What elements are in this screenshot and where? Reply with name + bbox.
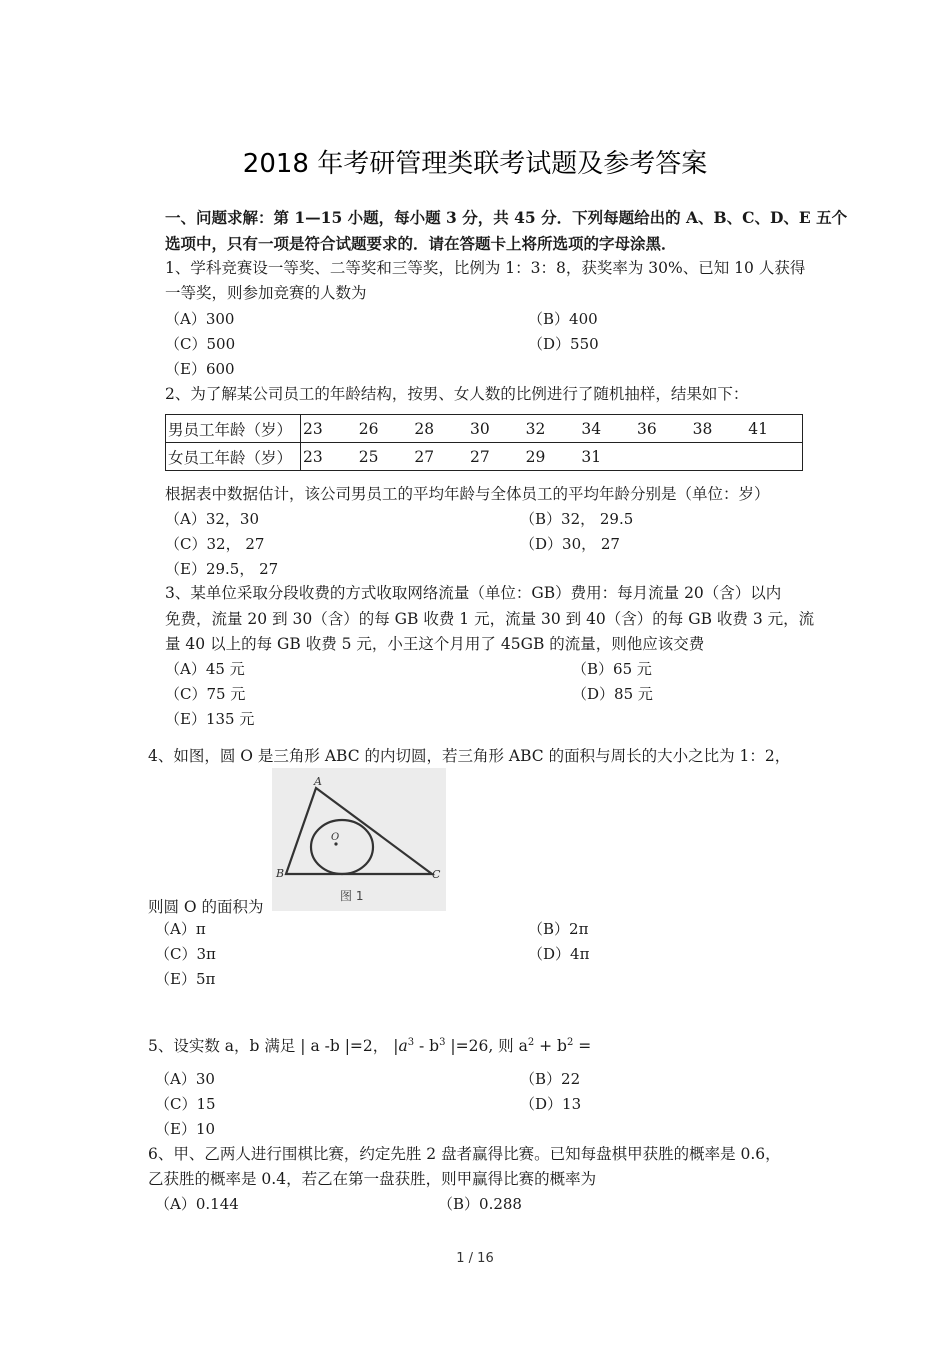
page-title: 2018 年考研管理类联考试题及参考答案 bbox=[242, 149, 708, 179]
q5-prefix: 5、设实数 a，b 满足 | a -b |=2， | bbox=[148, 1037, 399, 1056]
incircle-o bbox=[311, 820, 373, 874]
q5-exponent: 2 bbox=[566, 1037, 574, 1048]
q2-stem-line1: 2、为了解某公司员工的年龄结构，按男、女人数的比例进行了随机抽样，结果如下： bbox=[165, 385, 749, 403]
female-age-label: 女员工年龄（岁） bbox=[166, 443, 301, 471]
q3-stem-line1: 3、某单位采取分段收费的方式收取网络流量（单位：GB）费用：每月流量 20（含）以内 bbox=[165, 584, 782, 602]
female-age-cell: 31 bbox=[579, 443, 635, 471]
age-table bbox=[165, 414, 803, 471]
female-age-cell bbox=[746, 443, 802, 471]
section-heading-line2: 选项中，只有一项是符合试题要求的．请在答题卡上将所选项的字母涂黑． bbox=[165, 234, 677, 253]
section-heading-line1: 一、问题求解：第 1—15 小题，每小题 3 分，共 45 分．下列每题给出的 A、B、C、D、E 五个 bbox=[165, 208, 848, 227]
female-age-cell: 27 bbox=[412, 443, 468, 471]
table-row bbox=[166, 443, 803, 471]
q3-option-a: （A）45 元 bbox=[165, 660, 245, 678]
q6-option-b: （B）0.288 bbox=[438, 1195, 522, 1213]
q2-stem-line2: 根据表中数据估计，该公司男员工的平均年龄与全体员工的平均年龄分别是（单位：岁） bbox=[165, 485, 770, 503]
male-age-cell: 41 bbox=[746, 415, 802, 443]
q5-mid: |=26, 则 a bbox=[445, 1037, 528, 1056]
triangle-incircle-diagram bbox=[272, 768, 446, 911]
male-age-cell: 28 bbox=[412, 415, 468, 443]
q1-option-d: （D）550 bbox=[528, 335, 599, 353]
q1-option-a: （A）300 bbox=[165, 310, 235, 328]
male-age-cell: 26 bbox=[357, 415, 413, 443]
q1-option-e: （E）600 bbox=[165, 360, 235, 378]
q5-option-a: （A）30 bbox=[155, 1070, 215, 1088]
q3-option-c: （C）75 元 bbox=[165, 685, 246, 703]
q1-stem-line2: 一等奖，则参加竞赛的人数为 bbox=[165, 284, 367, 302]
male-age-cell: 23 bbox=[301, 415, 357, 443]
male-age-label: 男员工年龄（岁） bbox=[166, 415, 301, 443]
q3-stem-line3: 量 40 以上的每 GB 收费 5 元，小王这个月用了 45GB 的流量，则他应该交费 bbox=[165, 635, 705, 653]
male-age-cell: 32 bbox=[524, 415, 580, 443]
q5-exponent: 3 bbox=[439, 1037, 446, 1048]
vertex-c-label: C bbox=[432, 868, 441, 881]
q4-option-b: （B）2π bbox=[528, 920, 589, 938]
q2-option-c: （C）32， 27 bbox=[165, 535, 265, 553]
female-age-cell: 29 bbox=[524, 443, 580, 471]
vertex-b-label: B bbox=[276, 867, 285, 880]
q5-option-e: （E）10 bbox=[155, 1120, 216, 1138]
q1-option-c: （C）500 bbox=[165, 335, 236, 353]
male-age-cell: 34 bbox=[579, 415, 635, 443]
female-age-cell bbox=[635, 443, 691, 471]
q2-option-e: （E）29.5， 27 bbox=[165, 560, 279, 578]
q4-option-a: （A）π bbox=[155, 920, 206, 938]
q5-plus-b: + b bbox=[534, 1037, 567, 1056]
q4-stem-line1: 4、如图，圆 O 是三角形 ABC 的内切圆，若三角形 ABC 的面积与周长的大小之比为 1：2， bbox=[148, 747, 791, 765]
q4-option-d: （D）4π bbox=[528, 945, 590, 963]
q4-stem-line2: 则圆 O 的面积为 bbox=[148, 898, 264, 916]
q6-option-a: （A）0.144 bbox=[155, 1195, 239, 1213]
q1-option-b: （B）400 bbox=[528, 310, 598, 328]
q5-equals: = bbox=[573, 1037, 592, 1056]
female-age-cell: 27 bbox=[468, 443, 524, 471]
incircle-figure bbox=[272, 768, 446, 911]
q3-option-d: （D）85 元 bbox=[572, 685, 653, 703]
page-number: 1 / 16 bbox=[456, 1251, 494, 1266]
figure-caption: 图 1 bbox=[340, 889, 364, 903]
q5-minus-b: - b bbox=[414, 1037, 440, 1056]
q5-option-d: （D）13 bbox=[520, 1095, 582, 1113]
q5-option-b: （B）22 bbox=[520, 1070, 581, 1088]
male-age-cell: 36 bbox=[635, 415, 691, 443]
q6-stem-line1: 6、甲、乙两人进行围棋比赛，约定先胜 2 盘者赢得比赛。已知每盘棋甲获胜的概率是 0.6， bbox=[148, 1145, 781, 1163]
q5-a-cubed-base: a bbox=[398, 1037, 408, 1056]
center-o-label: O bbox=[331, 832, 340, 843]
q3-option-e: （E）135 元 bbox=[165, 710, 255, 728]
q3-stem-line2: 免费，流量 20 到 30（含）的每 GB 收费 1 元，流量 30 到 40（含）的每 GB 收费 3 元，流 bbox=[165, 610, 815, 628]
q2-option-a: （A）32，30 bbox=[165, 510, 260, 528]
q2-option-d: （D）30， 27 bbox=[520, 535, 620, 553]
triangle-abc bbox=[286, 788, 432, 874]
female-age-cell bbox=[691, 443, 747, 471]
q5-option-c: （C）15 bbox=[155, 1095, 216, 1113]
q2-option-b: （B）32， 29.5 bbox=[520, 510, 634, 528]
table-row bbox=[166, 415, 803, 443]
q6-stem-line2: 乙获胜的概率是 0.4，若乙在第一盘获胜，则甲赢得比赛的概率为 bbox=[148, 1170, 597, 1188]
q1-stem-line1: 1、学科竞赛设一等奖、二等奖和三等奖，比例为 1：3：8，获奖率为 30%、已知 10 人获得 bbox=[165, 259, 806, 277]
q5-exponent: 2 bbox=[527, 1037, 535, 1048]
q4-option-e: （E）5π bbox=[155, 970, 216, 988]
q5-exponent: 3 bbox=[407, 1037, 415, 1048]
q3-option-b: （B）65 元 bbox=[572, 660, 652, 678]
male-age-cell: 38 bbox=[691, 415, 747, 443]
q5-stem bbox=[148, 1033, 591, 1056]
female-age-cell: 25 bbox=[357, 443, 413, 471]
q4-option-c: （C）3π bbox=[155, 945, 216, 963]
male-age-cell: 30 bbox=[468, 415, 524, 443]
female-age-cell: 23 bbox=[301, 443, 357, 471]
vertex-a-label: A bbox=[314, 775, 322, 788]
